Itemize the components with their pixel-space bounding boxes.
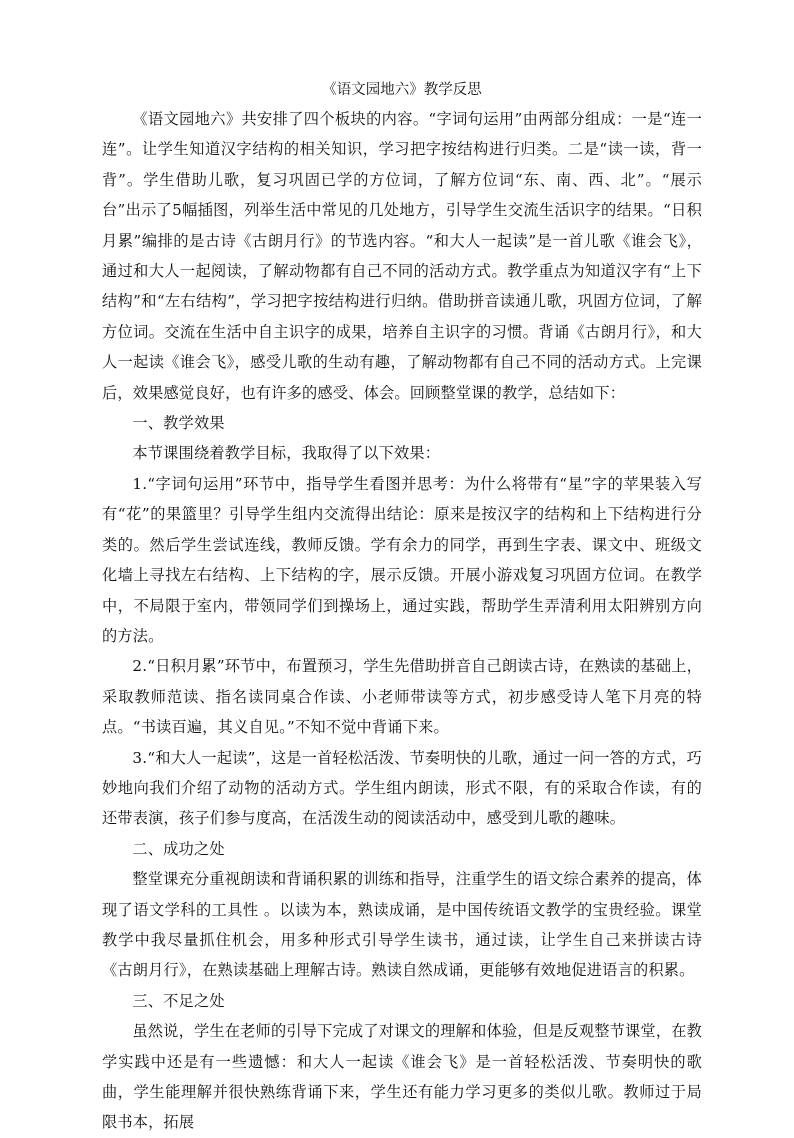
document-page [102, 78, 702, 1138]
paragraph-successes: 整堂课充分重视朗读和背诵积累的训练和指导，注重学生的语文综合素养的提高，体现了语文学科的工具性 。以读为本，熟读成诵，是中国传统语文教学的宝贵经验。课堂教学中我尽量抓住机会，用多种形式引导学生读书，通过读，让学生自己来拼读古诗《古朗月行》，在熟读基础上理解古诗。熟读自然成诵，更能够有效地促进语言的积累。 [102, 870, 702, 980]
paragraph-effect-item-3: 3.“和大人一起读”，这是一首轻松活泼、节奏明快的儿歌，通过一问一答的方式，巧妙地向我们介绍了动物的活动方式。学生组内朗读，形式不限，有的采取合作读，有的还带表演，孩子们参与度高，在活泼生动的阅读活动中，感受到儿歌的趣味。 [102, 748, 702, 828]
paragraph-effect-item-1: 1.“字词句运用”环节中，指导学生看图并思考：为什么将带有“星”字的苹果装入写有“花”的果篮里？引导学生组内交流得出结论：原来是按汉字的结构和上下结构进行分类的。然后学生尝试连线，教师反馈。学有余力的同学，再到生字表、课文中、班级文化墙上寻找左右结构、上下结构的字，展示反馈。开展小游戏复习巩固方位词。在教学中，不局限于室内，带领同学们到操场上，通过实践，帮助学生弄清利用太阳辨别方向的方法。 [102, 474, 702, 645]
section-heading-successes: 二、成功之处 [132, 839, 225, 858]
paragraph-shortcomings: 虽然说，学生在老师的引导下完成了对课文的理解和体验，但是反观整节课堂，在教学实践中还是有一些遗憾：和大人一起读《谁会飞》是一首轻松活泼、节奏明快的歌曲，学生能理解并很快熟练背诵下来，学生还有能力学习更多的类似儿歌。教师过于局限书本，拓展 [102, 1022, 702, 1132]
section-heading-teaching-effect: 一、教学效果 [132, 414, 225, 433]
paragraph-effect-item-2: 2.“日积月累”环节中，布置预习，学生先借助拼音自己朗读古诗，在熟读的基础上，采取教师范读、指名读同桌合作读、小老师带读等方式，初步感受诗人笔下月亮的特点。“书读百遍，其义自见。”不知不觉中背诵下来。 [102, 657, 702, 737]
paragraph-effect-summary: 本节课围绕着教学目标，我取得了以下效果： [132, 444, 441, 463]
document-title: 《语文园地六》教学反思 [322, 82, 482, 98]
paragraph-intro: 《语文园地六》共安排了四个板块的内容。“字词句运用”由两部分组成：一是“连一连”。让学生知道汉字结构的相关知识，学习把字按结构进行归类。二是“读一读，背一背”。学生借助儿歌，复习巩固已学的方位词，了解方位词“东、南、西、北”。“展示台”出示了5幅插图，列举生活中常见的几处地方，引导学生交流生活识字的结果。“日积月累”编排的是古诗《古朗月行》的节选内容。“和大人一起读”是一首儿歌《谁会飞》，通过和大人一起阅读，了解动物都有自己不同的活动方式。教学重点为知道汉字有“上下结构”和“左右结构”，学习把字按结构进行归纳。借助拼音读通儿歌，巩固方位词，了解方位词。交流在生活中自主识字的成果，培养自主识字的习惯。背诵《古朗月行》，和大人一起读《谁会飞》，感受儿歌的生动有趣，了解动物都有自己不同的活动方式。上完课后，效果感觉良好，也有许多的感受、体会。回顾整堂课的教学，总结如下： [102, 110, 702, 402]
section-heading-shortcomings: 三、不足之处 [132, 991, 225, 1010]
